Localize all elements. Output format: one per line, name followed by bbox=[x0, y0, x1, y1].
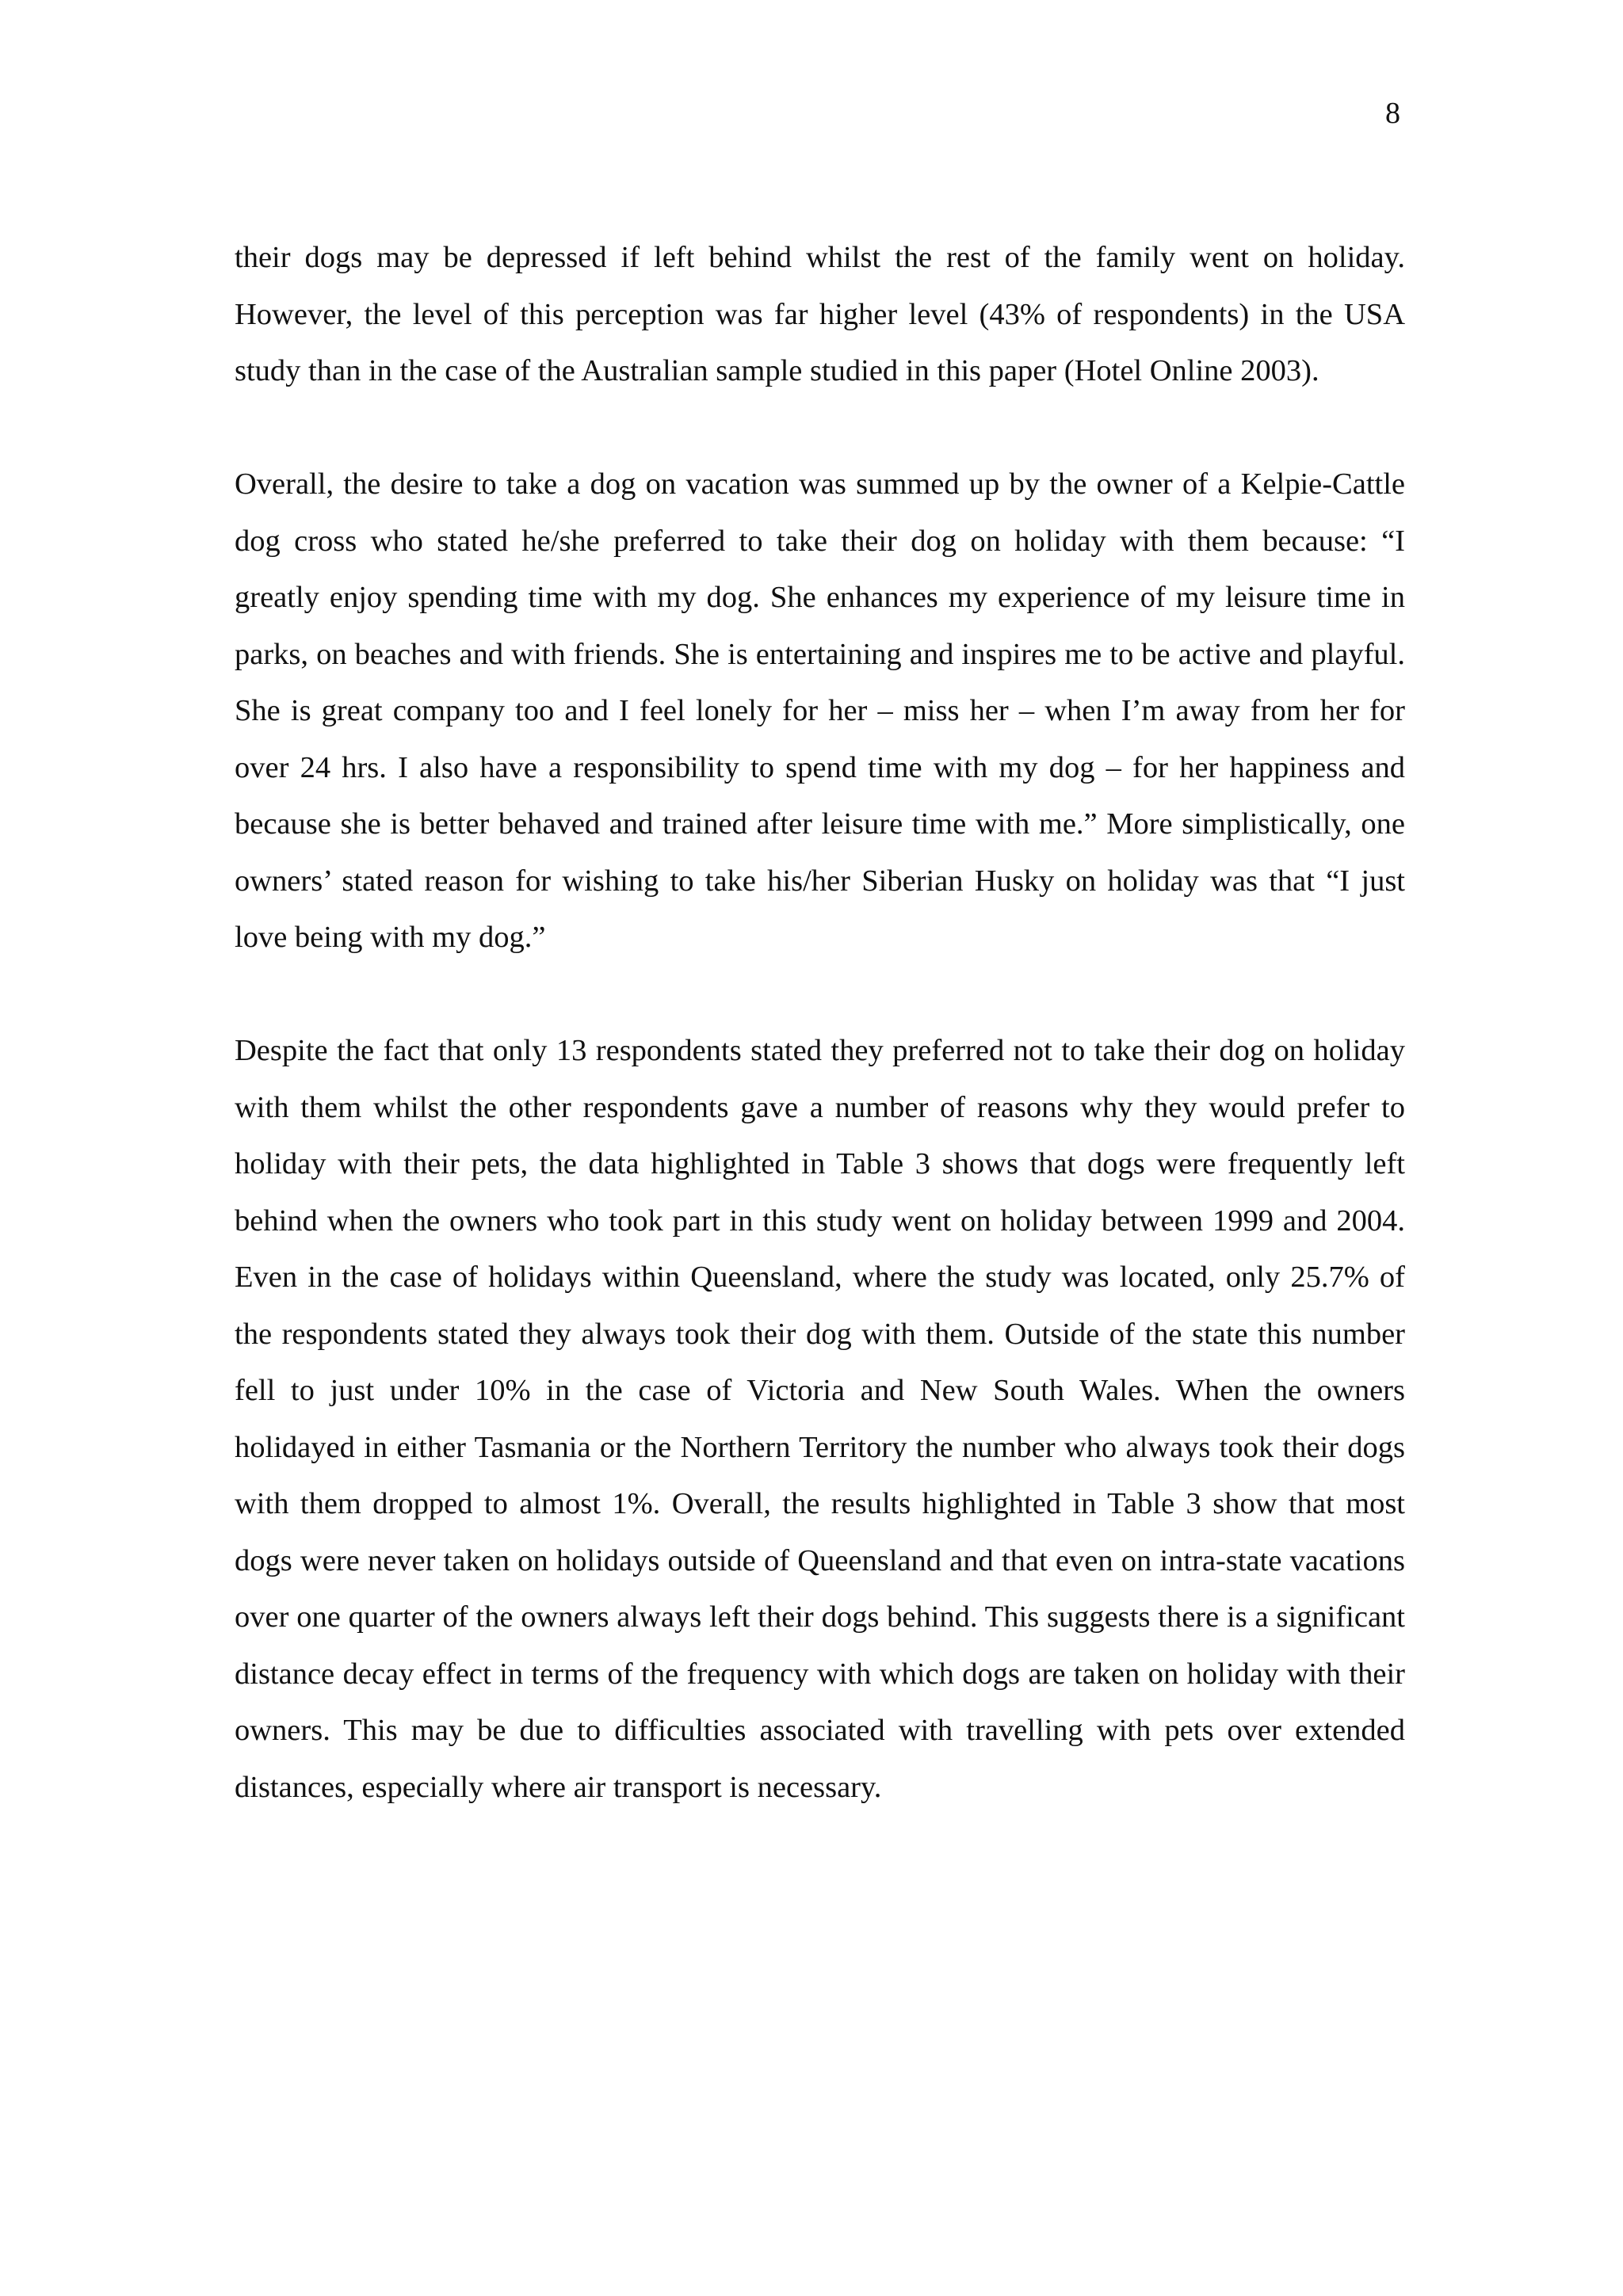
body-text bbox=[235, 230, 1405, 1816]
paragraph-3: Despite the fact that only 13 respondents stated they preferred not to take their dog on holiday with them whilst the other respondents gave a number of reasons why they would prefer to holiday with their pets, the data highlighted in Table 3 shows that dogs were frequently left behind when the owners who took part in this study went on holiday between 1999 and 2004. Even in the case of holidays within Queensland, where the study was located, only 25.7% of the respondents stated they always took their dog with them. Outside of the state this number fell to just under 10% in the case of Victoria and New South Wales. When the owners holidayed in either Tasmania or the Northern Territory the number who always took their dogs with them dropped to almost 1%. Overall, the results highlighted in Table 3 show that most dogs were never taken on holidays outside of Queensland and that even on intra-state vacations over one quarter of the owners always left their dogs behind. This suggests there is a significant distance decay effect in terms of the frequency with which dogs are taken on holiday with their owners. This may be due to difficulties associated with travelling with pets over extended distances, especially where air transport is necessary. bbox=[235, 1034, 1405, 1804]
page-number: 8 bbox=[1385, 97, 1400, 130]
paragraph-1: their dogs may be depressed if left behind whilst the rest of the family went on holiday. However, the level of this perception was far higher level (43% of respondents) in the USA study than in the case of the Australian sample studied in this paper (Hotel Online 2003). bbox=[235, 241, 1405, 387]
paragraph-2: Overall, the desire to take a dog on vacation was summed up by the owner of a Kelpie-Cattle dog cross who stated he/she preferred to take their dog on holiday with them because: “I greatly enjoy spending time with my dog. She enhances my experience of my leisure time in parks, on beaches and with friends. She is entertaining and inspires me to be active and playful. She is great company too and I feel lonely for her – miss her – when I’m away from her for over 24 hrs. I also have a responsibility to spend time with my dog – for her happiness and because she is better behaved and trained after leisure time with me.” More simplistically, one owners’ stated reason for wishing to take his/her Siberian Husky on holiday was that “I just love being with my dog.” bbox=[235, 467, 1405, 954]
